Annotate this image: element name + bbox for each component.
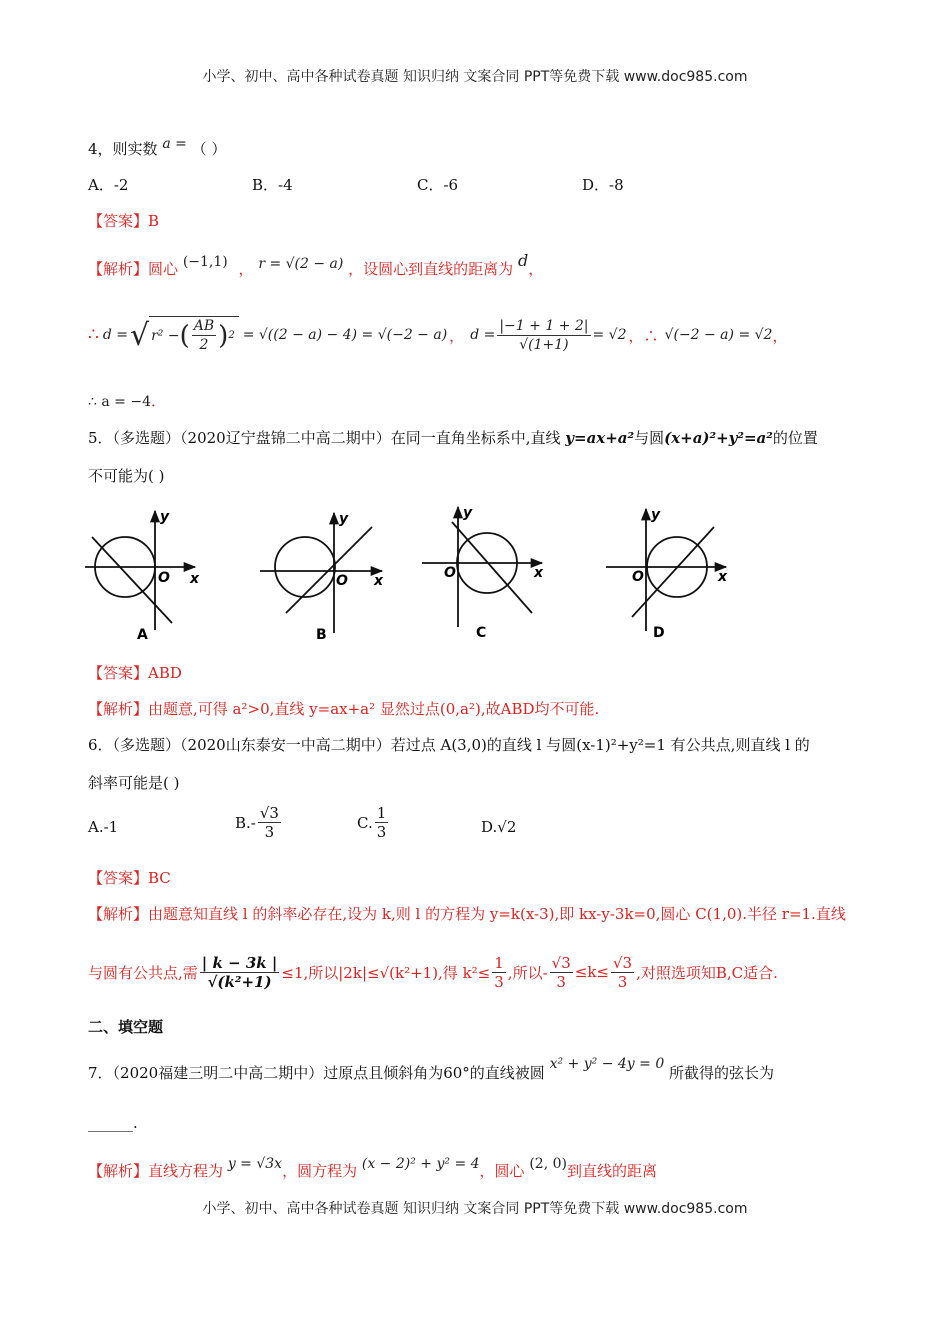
- q5-line1-end: 的位置: [772, 429, 818, 447]
- q6-exp1: 由题意知直线 l 的斜率必存在,设为 k,则 l 的方程为 y=k(x-3),即 kx-y-3k=0,圆心 C(1,0).半径 r=1.直线: [148, 905, 846, 923]
- figure-b-x-label: x: [374, 573, 384, 589]
- q7-line1-text: 7．（2020福建三明二中高二期中）过原点且倾斜角为60°的直线被圆: [88, 1064, 545, 1082]
- q6-optb-den: 3: [264, 823, 275, 841]
- q4-option-c: C．-6: [417, 176, 459, 194]
- q6-exp2-fnum: 1: [494, 953, 504, 972]
- figure-d-label: D: [653, 625, 665, 641]
- q4-option-a: A．-2: [88, 176, 129, 194]
- figure-b-origin: O: [336, 573, 348, 589]
- q6-exp2-s1n: √3: [551, 953, 571, 972]
- q5-line1-mid: 与圆: [634, 429, 665, 447]
- q6-optc-pre: C.: [357, 813, 373, 832]
- q4-exp2-therefore: ∴: [88, 325, 99, 345]
- q6-option-c: [357, 804, 390, 841]
- q6-exp2-frac: [200, 954, 280, 991]
- q6-line-1: 6．（多选题）（2020山东泰安一中高二期中）若过点 A(3,0)的直线 l 与圆(x-1)²+y²=1 有公共点,则直线 l 的: [88, 736, 810, 754]
- q5-line-1: [88, 427, 818, 448]
- q6-exp2-d: ≤k≤: [574, 963, 609, 981]
- q4-exp1-b: ，设圆心到直线的距离为: [348, 260, 514, 278]
- figure-d: [606, 507, 728, 641]
- q7-exp-line: y = √3x: [227, 1156, 283, 1172]
- page-header: 小学、初中、高中各种试卷真题 知识归纳 文案合同 PPT等免费下载 www.doc985.com: [202, 69, 748, 85]
- q4-exp2-d: d =: [102, 327, 128, 343]
- q7-line-1: [88, 1056, 775, 1083]
- figure-c-origin: O: [444, 565, 456, 581]
- q4-explanation-1: 【解析】圆心 (−1,1) ， r = √(2 − a) ，设圆心到直线的距离为 d，: [88, 251, 544, 278]
- q5-explanation: [88, 698, 599, 719]
- q7-circle-eq: x² + y² − 4y = 0: [549, 1056, 665, 1072]
- q6-answer: 【答案】BC: [88, 869, 171, 887]
- figure-b: [260, 511, 384, 643]
- figure-c-y-label: y: [463, 505, 473, 521]
- q6-optc-den: 3: [376, 823, 387, 841]
- figure-a: [85, 509, 200, 643]
- q4-exp1-center: (−1,1): [182, 254, 228, 270]
- q5-line1-circle: (x+a)²+y²=a²: [664, 429, 773, 447]
- q6-optb-pre: B.-: [235, 813, 256, 832]
- q6-exp2-frac3: [550, 954, 573, 991]
- q6-optc-frac: [375, 804, 389, 841]
- q6-exp2-b: ≤1,所以|2k|≤√(k²+1),得 k²≤: [281, 963, 491, 982]
- q4-explanation-3: ∴ a = −4．: [88, 392, 166, 410]
- q7-exp-b: ，圆方程为: [282, 1162, 358, 1180]
- figure-c-line: [452, 522, 532, 613]
- q4-exp2-two: 2: [199, 337, 209, 353]
- q4-var: a =: [162, 136, 187, 152]
- q7-exp-d: 到直线的距离: [566, 1162, 657, 1180]
- q4-stem: [88, 138, 226, 159]
- q6-exp2-s2n: √3: [612, 953, 633, 972]
- q6-explanation-1: [88, 903, 846, 924]
- q4-exp2-r2: r² −: [151, 327, 180, 344]
- q5-line-2: 不可能为( ): [88, 467, 165, 485]
- q4-exp2-eq2: = √2: [592, 327, 627, 343]
- q6-explanation-2: [88, 948, 778, 996]
- q6-optc-num: 1: [376, 804, 387, 822]
- q4-stem-text: 4，则实数: [88, 140, 158, 158]
- q6-exp2-den: √(k²+1): [207, 972, 272, 991]
- q4-answer: 【答案】B: [88, 212, 160, 230]
- q6-exp2-frac2: [492, 954, 506, 991]
- q7-exp-circle: (x − 2)² + y² = 4: [361, 1156, 480, 1172]
- q5-answer: 【答案】ABD: [88, 664, 182, 682]
- figure-d-origin: O: [632, 569, 644, 585]
- figure-d-y-label: y: [651, 507, 661, 523]
- q7-line1-end: 所截得的弦长为: [669, 1064, 775, 1082]
- q5-line1-text: 5．（多选题）（2020辽宁盘锦二中高二期中）在同一直角坐标系中,直线: [88, 429, 561, 447]
- figure-d-x-label: x: [718, 569, 728, 585]
- figure-c-x-label: x: [534, 565, 544, 581]
- q6-optb-frac: [258, 804, 281, 841]
- q4-paren: （ ）: [191, 140, 227, 158]
- q4-exp2-den: √(1+1): [519, 336, 569, 353]
- figure-b-circle: [275, 537, 335, 597]
- figure-a-origin: O: [158, 570, 170, 586]
- q4-exp1-a: 圆心: [148, 260, 179, 278]
- q4-exp2-ab: AB: [193, 318, 215, 334]
- q6-exp2-frac4: [611, 954, 634, 991]
- figure-b-line: [286, 527, 372, 613]
- q4-exp1-d: d: [517, 251, 529, 270]
- page-footer: 小学、初中、高中各种试卷真题 知识归纳 文案合同 PPT等免费下载 www.doc985.com: [202, 1201, 748, 1217]
- q4-exp2-last: √(−2 − a) = √2: [664, 327, 773, 343]
- q4-exp2-radicand: r² − ( $\frac{AB}{2}$ ) 2: [149, 316, 239, 354]
- q4-exp2-frac2: [497, 317, 590, 354]
- q4-exp3: ∴ a = −4: [88, 394, 151, 410]
- figure-a-label: A: [137, 627, 148, 643]
- figure-a-y-label: y: [160, 509, 170, 525]
- q4-exp2-frac: [192, 317, 216, 354]
- q5-line1-eq: y=ax+a²: [565, 429, 635, 447]
- q5-exp-label: 【解析】: [88, 700, 149, 718]
- q6-exp2-s2d: 3: [617, 972, 628, 991]
- q4-explanation-2: ∴ d = √ r² − ( $\frac{AB}{2}$ ) 2 = √((2 − a) − 4) = √(−2 − a) ， d = $\frac{|-1 + 1 + 2|}{√(1+1)}$ = √2 ，∴ √(−2 − a) = √2 ，: [88, 317, 788, 353]
- q7-exp-center: (2, 0): [529, 1156, 567, 1172]
- figure-c: [422, 505, 544, 641]
- figure-a-x-label: x: [190, 571, 200, 587]
- q6-exp2-num: | k − 3k |: [201, 953, 278, 972]
- q7-explanation: [88, 1156, 657, 1181]
- q6-line-2: 斜率可能是( ): [88, 774, 180, 792]
- q6-option-a: A.-1: [88, 818, 119, 836]
- q6-exp2-a: 与圆有公共点,需: [88, 963, 198, 982]
- section-title: 二、填空题: [88, 1018, 164, 1036]
- q4-exp2-num: |−1 + 1 + 2|: [499, 317, 589, 334]
- q6-optb-num: √3: [259, 804, 279, 822]
- q4-exp1-r: r = √(2 − a): [258, 256, 344, 272]
- q7-blank: ______.: [88, 1114, 138, 1132]
- q4-option-d: D．-8: [582, 176, 624, 194]
- q6-option-b: [235, 804, 283, 841]
- q4-exp-label: 【解析】: [88, 260, 149, 278]
- q5-exp-text: 由题意,可得 a²>0,直线 y=ax+a² 显然过点(0,a²),故ABD均不可能.: [148, 700, 600, 718]
- q6-exp2-fden: 3: [494, 972, 504, 991]
- q7-exp-c: ，圆心: [479, 1162, 525, 1180]
- q6-exp2-s1d: 3: [556, 972, 566, 991]
- q6-exp2-c: ,所以-: [507, 963, 548, 982]
- q7-exp-a: 直线方程为: [148, 1162, 224, 1180]
- q6-exp-label: 【解析】: [88, 905, 149, 923]
- figure-d-line: [632, 527, 714, 617]
- q4-exp2-eq1: = √((2 − a) − 4) = √(−2 − a): [242, 327, 448, 343]
- q4-exp2-d2: d =: [470, 327, 496, 343]
- q6-exp2-e: ,对照选项知B,C适合.: [636, 963, 778, 982]
- q5-figures: [80, 505, 880, 645]
- q4-option-b: B．-4: [252, 176, 293, 194]
- figure-c-label: C: [476, 625, 487, 641]
- figure-b-label: B: [316, 627, 327, 643]
- figure-b-y-label: y: [339, 511, 349, 527]
- q6-option-d: D.√2: [481, 818, 517, 836]
- q7-exp-label: 【解析】: [88, 1162, 149, 1180]
